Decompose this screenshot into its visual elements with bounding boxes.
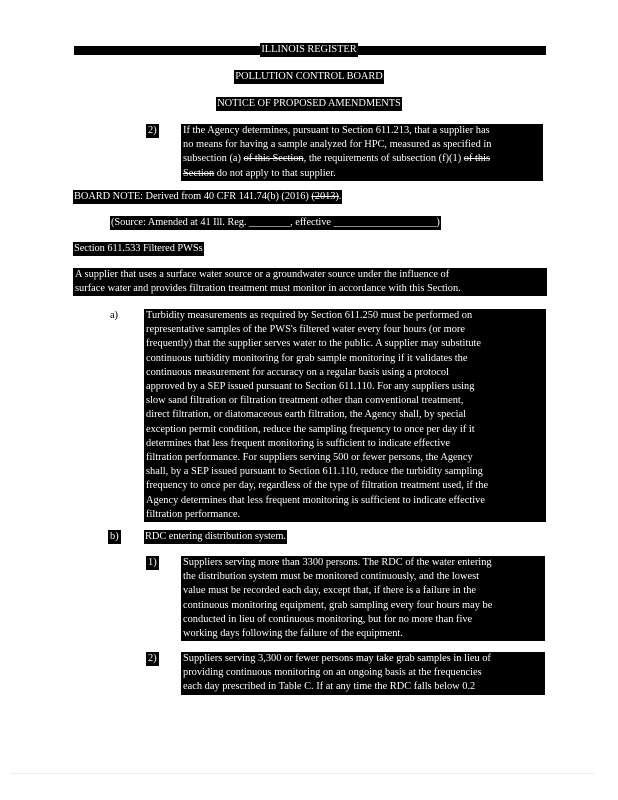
- board-note: BOARD NOTE: Derived from 40 CFR 141.74(b) (2016) (2013).: [74, 191, 342, 202]
- item-b1-marker: 1): [148, 557, 157, 568]
- item-2-marker: 2): [148, 125, 157, 136]
- item-b1-text: Suppliers serving more than 3300 persons. The RDC of the water entering the distribution system must be monitored continuously, and the lowest value must be recorded each day, except that, if there is a failure in the continuous monitoring equipment, grab sampling every four hours may be conducted in lieu of continuous monitoring, but for no more than five working days following the failure of the equipment.: [181, 556, 545, 641]
- page-footer-line: [10, 773, 595, 774]
- board-title: POLLUTION CONTROL BOARD: [235, 71, 383, 82]
- intro-paragraph: A supplier that uses a surface water source or a groundwater source under the influence of surface water and provides filtration treatment must monitor in accordance with this Section.: [73, 268, 547, 296]
- para-a-text: Turbidity measurements as required by Section 611.250 must be performed on representative samples of the PWS's filtered water every four hours (or more frequently) that the supplier serves water to the public. A supplier may substitute continuous turbidity monitoring for grab sample monitoring if it validates the continuous measurement for accuracy on a regular basis using a protocol approved by a SEP issued pursuant to Section 611.110. For any suppliers using slow sand filtration or filtration treatment other than conventional treatment, direct filtration, or diatomaceous earth filtration, the Agency shall, by special exception permit condition, reduce the sampling frequency to once per day if it determines that less frequent monitoring is sufficient to indicate effective filtration performance. For suppliers serving 500 or fewer persons, the Agency shall, by a SEP issued pursuant to Section 611.110, reduce the turbidity sampling frequency to once per day, regardless of the type of filtration treatment used, if the Agency determines that less frequent monitoring is sufficient to indicate effective filtration performance.: [144, 309, 546, 522]
- para-b-marker: b): [110, 531, 119, 542]
- item-b2-text: Suppliers serving 3,300 or fewer persons may take grab samples in lieu of providing continuous monitoring on an ongoing basis at the frequencies each day prescribed in Table C. If at any time the RDC falls below 0.2: [181, 652, 545, 695]
- notice-title: NOTICE OF PROPOSED AMENDMENTS: [217, 98, 401, 109]
- item-b2-marker: 2): [148, 653, 157, 664]
- register-title: ILLINOIS REGISTER: [261, 44, 357, 55]
- source-note: (Source: Amended at 41 Ill. Reg. ________, effective ____________________): [111, 217, 440, 228]
- para-b-title: RDC entering distribution system.: [145, 531, 286, 542]
- section-title: Section 611.533 Filtered PWSs: [74, 243, 203, 254]
- item-2-text: If the Agency determines, pursuant to Section 611.213, that a supplier has no means for having a sample analyzed for HPC, measured as specified in subsection (a) of this Section, the requirements of subsection (f)(1) of this Section do not apply to that supplier.: [181, 124, 543, 181]
- para-a-marker: a): [110, 310, 118, 321]
